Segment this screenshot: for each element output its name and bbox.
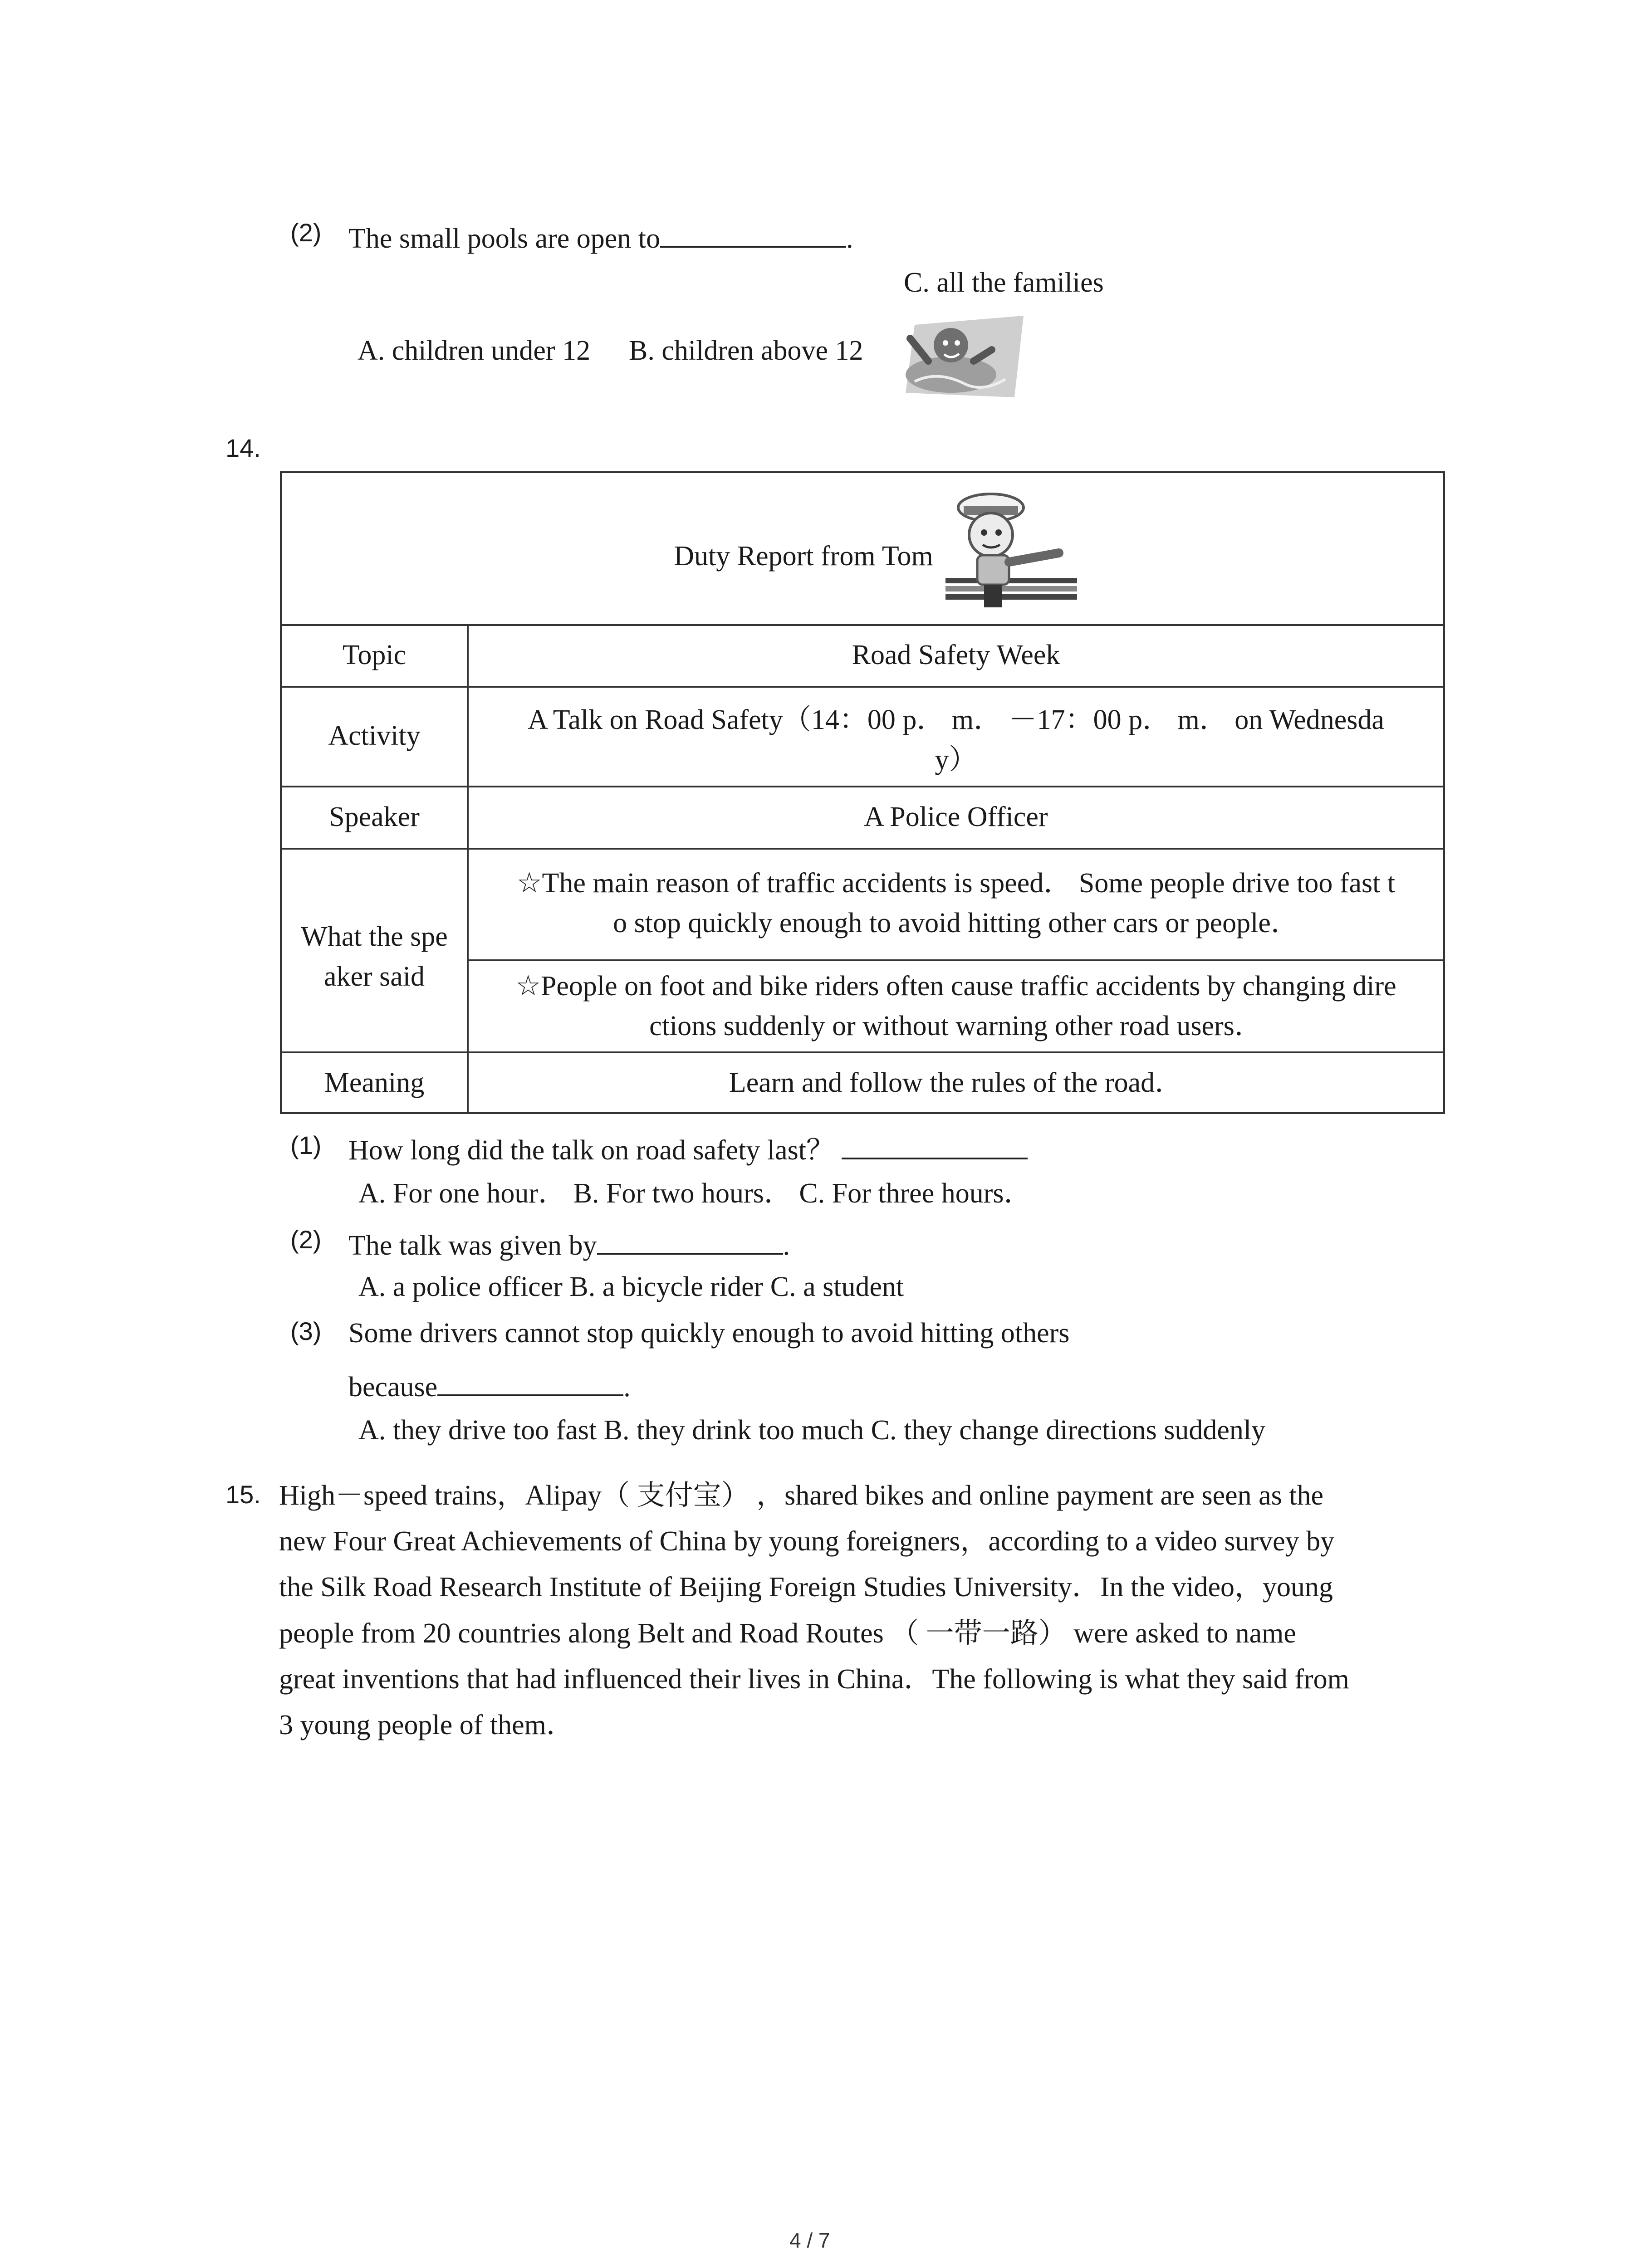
q14-sub2-number: (2)	[290, 1225, 322, 1254]
q14-sub3-question-line2	[348, 1371, 631, 1401]
speaker-point-2	[469, 966, 1443, 1046]
q15-line-3: the Silk Road Research Institute of Beijing Foreign Studies University．In the video，young	[279, 1572, 1333, 1603]
row-label-speaker-said	[282, 917, 467, 997]
q13-part2-question	[348, 222, 853, 253]
q14-sub3-text: Some drivers cannot stop quickly enough to avoid hitting others	[348, 1318, 1070, 1349]
point2-line-2: ctions suddenly or without warning other road users．	[649, 1011, 1263, 1041]
row-label-meaning: Meaning	[324, 1067, 425, 1098]
answer-blank[interactable]	[660, 222, 846, 248]
row-label-topic: Topic	[342, 640, 407, 670]
row-value-speaker: A Police Officer	[864, 801, 1048, 832]
q14-sub1-options: A. For one hour． B. For two hours． C. For three hours．	[358, 1178, 1032, 1209]
page-number: 4 / 7	[789, 2229, 830, 2252]
q14-sub2-question	[348, 1229, 790, 1260]
q14-sub3-number: (3)	[290, 1317, 322, 1345]
q14-number: 14.	[225, 434, 261, 462]
q14-sub1-number: (1)	[290, 1131, 322, 1159]
q14-sub2-text: The talk was given by	[348, 1230, 597, 1261]
q14-sub2-options: A. a police officer B. a bicycle rider C. a student	[358, 1271, 904, 1302]
q13-option-c: C. all the families	[904, 267, 1104, 298]
table-title: Duty Report from Tom	[674, 541, 933, 572]
q15-line-4: people from 20 countries along Belt and Road Routes （ 一带一路） were asked to name	[279, 1618, 1296, 1649]
police-officer-image	[945, 489, 1077, 612]
q15-line-6: 3 young people of them．	[279, 1710, 574, 1740]
label-line-1: What the spe	[301, 921, 448, 952]
q13-part2-end: .	[846, 223, 853, 254]
row-label-activity: Activity	[328, 720, 421, 751]
q15-number: 15.	[225, 1480, 261, 1509]
q14-sub1-text: How long did the talk on road safety last？	[348, 1135, 835, 1166]
answer-blank[interactable]	[437, 1371, 623, 1396]
answer-blank[interactable]	[597, 1229, 783, 1255]
answer-blank[interactable]	[842, 1134, 1028, 1159]
label-line-2: aker said	[323, 961, 425, 992]
q15-line-2: new Four Great Achievements of China by young foreigners，according to a video survey by	[279, 1526, 1335, 1557]
q13-option-a: A. children under 12	[358, 335, 591, 366]
row-value-activity	[469, 700, 1443, 780]
q14-sub3-end: .	[623, 1372, 631, 1403]
q13-part2-text: The small pools are open to	[348, 223, 660, 254]
q13-option-b: B. children above 12	[629, 335, 863, 366]
row-value-topic: Road Safety Week	[852, 640, 1060, 670]
q15-line-5: great inventions that had influenced their lives in China．The following is what they said from	[279, 1664, 1349, 1695]
activity-line-1: A Talk on Road Safety（14：00 p． m． －17：00 p． m． on Wednesda	[528, 704, 1384, 735]
q14-sub2-end: .	[783, 1230, 790, 1261]
point2-line-1: ☆People on foot and bike riders often cause traffic accidents by changing dire	[515, 971, 1396, 1002]
duty-report-table	[280, 471, 1445, 1114]
swimming-child-image	[901, 307, 1028, 402]
q13-part2-number: (2)	[290, 218, 322, 247]
speaker-point-1	[469, 863, 1443, 943]
q14-sub3-text2: because	[348, 1372, 438, 1403]
activity-line-2: y）	[935, 744, 977, 775]
point1-line-2: o stop quickly enough to avoid hitting other cars or people．	[613, 908, 1299, 938]
q14-sub1-question	[348, 1134, 1028, 1164]
point1-line-1: ☆The main reason of traffic accidents is speed． Some people drive too fast t	[516, 868, 1396, 899]
q15-line-1: High－speed trains，Alipay（ 支付宝） ，shared bikes and online payment are seen as the	[279, 1480, 1324, 1511]
row-value-meaning: Learn and follow the rules of the road．	[729, 1067, 1183, 1098]
q14-sub3-options: A. they drive too fast B. they drink too much C. they change directions suddenly	[358, 1415, 1266, 1446]
row-label-speaker: Speaker	[329, 801, 420, 832]
